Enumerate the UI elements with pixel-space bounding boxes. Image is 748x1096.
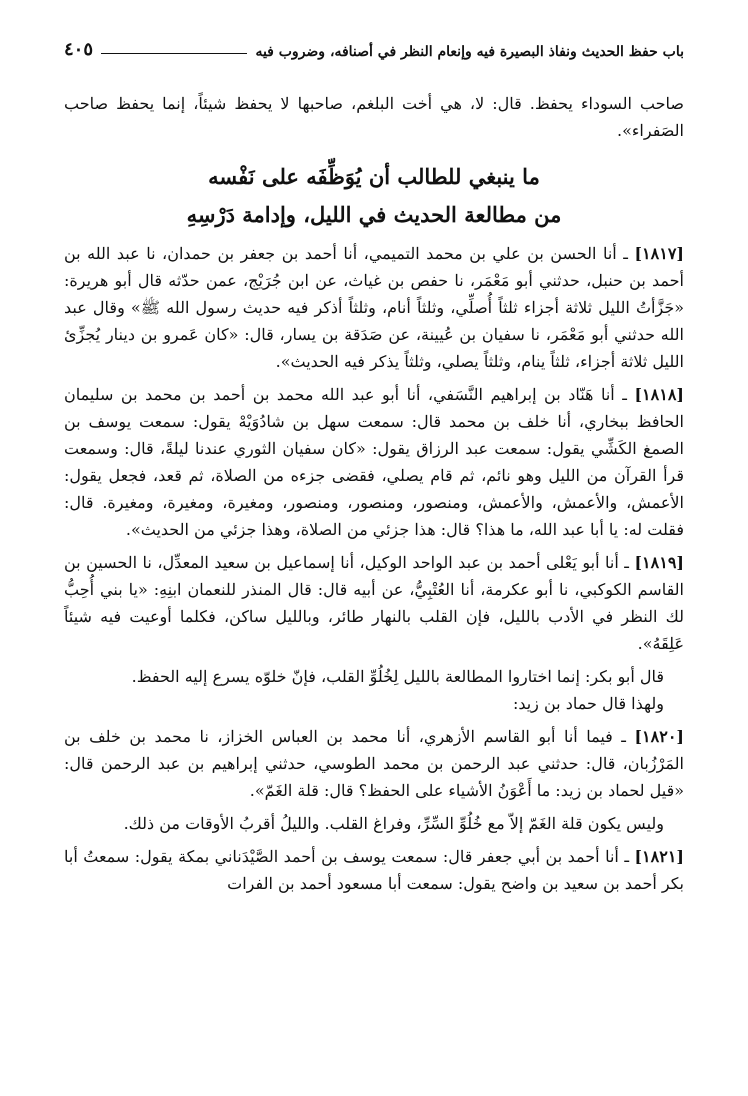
intro-paragraph: صاحب السوداء يحفظ. قال: لا، هي أخت البلغم، صاحبها لا يحفظ شيئاً، إنما يحفظ صاحب الصَفراء». <box>64 94 684 140</box>
hadith-entry-1818 <box>64 381 684 543</box>
page-body <box>64 90 684 897</box>
section-heading-line-2: من مطالعة الحديث في الليل، وإدامة دَرْسِهِ <box>186 202 562 227</box>
entry-number: [١٨٢١] <box>634 847 684 866</box>
entry-text: ـ فيما أنا أبو القاسم الأزهري، أنا محمد بن العباس الخزاز، نا محمد بن خلف بن المَرْزُبان، قال: حدثني عبد الرحمن بن محمد الطوسي، حدثني إبراهيم بن عبد الرحمن قال: «قيل لحماد بن زيد: ما أَعْوَنُ الأشياء على الحفظ؟ قال: قلة الغَمّ». <box>64 727 684 800</box>
entry-number: [١٨١٩] <box>634 553 684 572</box>
page-number: ٤٠٥ <box>64 39 94 60</box>
entry-number: [١٨١٨] <box>634 385 684 404</box>
hadith-entry-1820 <box>64 723 684 804</box>
running-header <box>64 34 684 60</box>
entry-number: [١٨٢٠] <box>634 727 684 746</box>
commentary-hammad: ولهذا قال حماد بن زيد: <box>512 694 664 713</box>
hadith-entry-1819 <box>64 549 684 657</box>
hadith-entry-1821 <box>64 843 684 897</box>
entry-text: ـ أنا هَنّاد بن إبراهيم النَّسَفي، أنا أبو عبد الله محمد بن أحمد بن محمد بن سليمان الحافظ ببخاري، أنا خلف بن محمد قال: سمعت سهل بن شادُوَيْهْ يقول: سمعت يوسف بن الصمغ الكَشِّي يقول: سمعت عبد الرزاق يقول: «كان سفيان الثوري عندنا ليلةً، قال: وسمعت قرأ القرآن من الليل وهو نائم، ثم قام يصلي، فقضى جزءه من الصلاة، ثم قعد، فجعل يقول: الأعمش، والأعمش، والأعمش، ومنصور، ومنصور، ومنصور، ومغيرة، ومغيرة، ومغيرة. قال: فقلت له: يا أبا عبد الله، ما هذا؟ قال: هذا جزئي من الصلاة، وهذا جزئي من الحديث». <box>64 385 684 539</box>
header-rule <box>101 53 247 54</box>
entry-text: ـ أنا أحمد بن أبي جعفر قال: سمعت يوسف بن أحمد الصَّيْدَناني بمكة يقول: سمعتُ أبا بكر أحمد بن سعيد بن واضح يقول: سمعت أبا مسعود أحمد بن الفرات <box>64 847 684 893</box>
entry-number: [١٨١٧] <box>634 244 684 263</box>
commentary-abu-bakr: قال أبو بكر: إنما اختاروا المطالعة بالليل لِخُلُوِّ القلب، فإنّ خلوّه يسرع إليه الحفظ. <box>131 667 664 686</box>
entry-text: ـ أنا الحسن بن علي بن محمد التميمي، أنا أحمد بن جعفر بن حمدان، نا عبد الله بن أحمد بن حنبل، حدثني أبو مَعْمَر، نا حفص بن غياث، عن ابن جُرَيْج، عمن حدّثه قال أبو هريرة: «جَزَّأتُ الليل ثلاثة أجزاء ثلثاً أُصلِّي، وثلثاً أنام، وثلثاً أذكر فيه حديث رسول الله ﷺ» وقال عبد الله حدثني أبو مَعْمَر، نا سفيان بن عُيينة، عن صَدَقة بن يسار، قال: «كان عَمرو بن دينار يُجزِّئ الليل ثلاثة أجزاء، ثلثاً ينام، وثلثاً يصلي، وثلثاً يذكر فيه الحديث». <box>64 244 684 371</box>
header-title: باب حفظ الحديث ونفاذ البصيرة فيه وإنعام النظر في أصنافه، وضروب فيه <box>255 44 684 60</box>
commentary-laysa: وليس يكون قلة الغَمّ إلاّ مع خُلُوِّ السِّرِّ، وفراغ القلب. والليلُ أقربُ الأوقات من ذلك. <box>123 814 664 833</box>
entry-text: ـ أنا أبو يَعْلى أحمد بن عبد الواحد الوكيل، أنا إسماعيل بن سعيد المعدِّل، نا الحسين بن القاسم الكوكبي، نا أبو عكرمة، أنا العُتْبِيُّ، عن أبيه قال: قال المنذر للنعمان ابنِهِ: «يا بني أُحِبُّ لك النظر في الأدب بالليل، فإن القلب بالنهار طائر، وبالليل ساكن، فكلما أوعيت فيه شيئاً عَلِقَهُ». <box>64 553 684 653</box>
hadith-entry-1817 <box>64 240 684 375</box>
section-heading-line-1: ما ينبغي للطالب أن يُوَظِّفَه على نَفْسه <box>208 164 540 189</box>
